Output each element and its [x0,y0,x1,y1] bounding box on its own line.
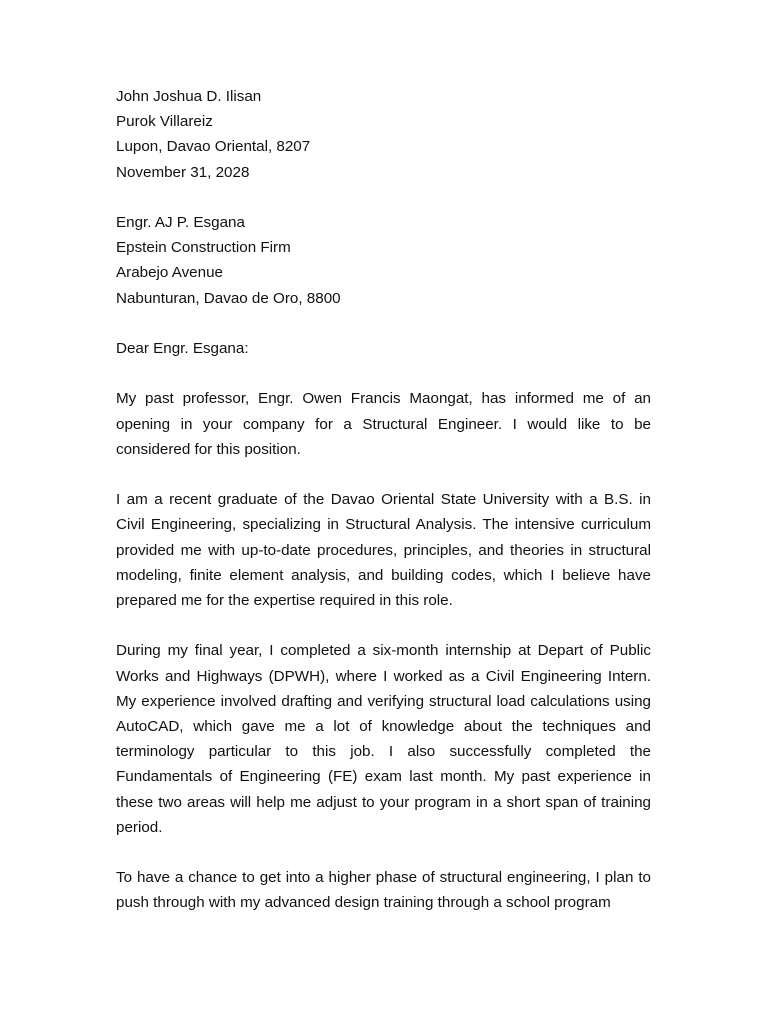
body-paragraph-4: To have a chance to get into a higher phase of structural engineering, I plan to push through with my advanced design training through a school program [116,869,651,912]
body-paragraph-1: My past professor, Engr. Owen Francis Maongat, has informed me of an opening in your company for a Structural Engineer. I would like to be considered for this position. [116,390,651,458]
letter-page [116,84,651,941]
recipient-address-block [116,210,651,311]
recipient-city: Nabunturan, Davao de Oro, 8800 [116,289,341,307]
sender-address-block [116,84,651,185]
letter-date: November 31, 2028 [116,163,250,181]
sender-city: Lupon, Davao Oriental, 8207 [116,138,311,156]
salutation: Dear Engr. Esgana: [116,340,249,357]
recipient-name: Engr. AJ P. Esgana [116,214,245,231]
body-paragraph-3: During my final year, I completed a six-month internship at Depart of Public Works and Highways (DPWH), where I worked as a Civil Engineering Intern. My experience involved drafting and verifying structural load calculations using AutoCAD, which gave me a lot of knowledge about the techniques and terminology particular to this job. I also successfully completed the Fundamentals of Engineering (FE) exam last month. My past experience in these two areas will help me adjust to your program in a short span of training period. [116,642,651,836]
sender-name: John Joshua D. Ilisan [116,88,262,105]
sender-street: Purok Villareiz [116,113,213,131]
body-paragraph-2: I am a recent graduate of the Davao Oriental State University with a B.S. in Civil Engineering, specializing in Structural Analysis. The intensive curriculum provided me with up-to-date procedures, principles, and theories in structural modeling, finite element analysis, and building codes, which I believe have prepared me for the expertise required in this role. [116,491,651,609]
recipient-street: Arabejo Avenue [116,264,223,282]
recipient-company: Epstein Construction Firm [116,239,291,257]
